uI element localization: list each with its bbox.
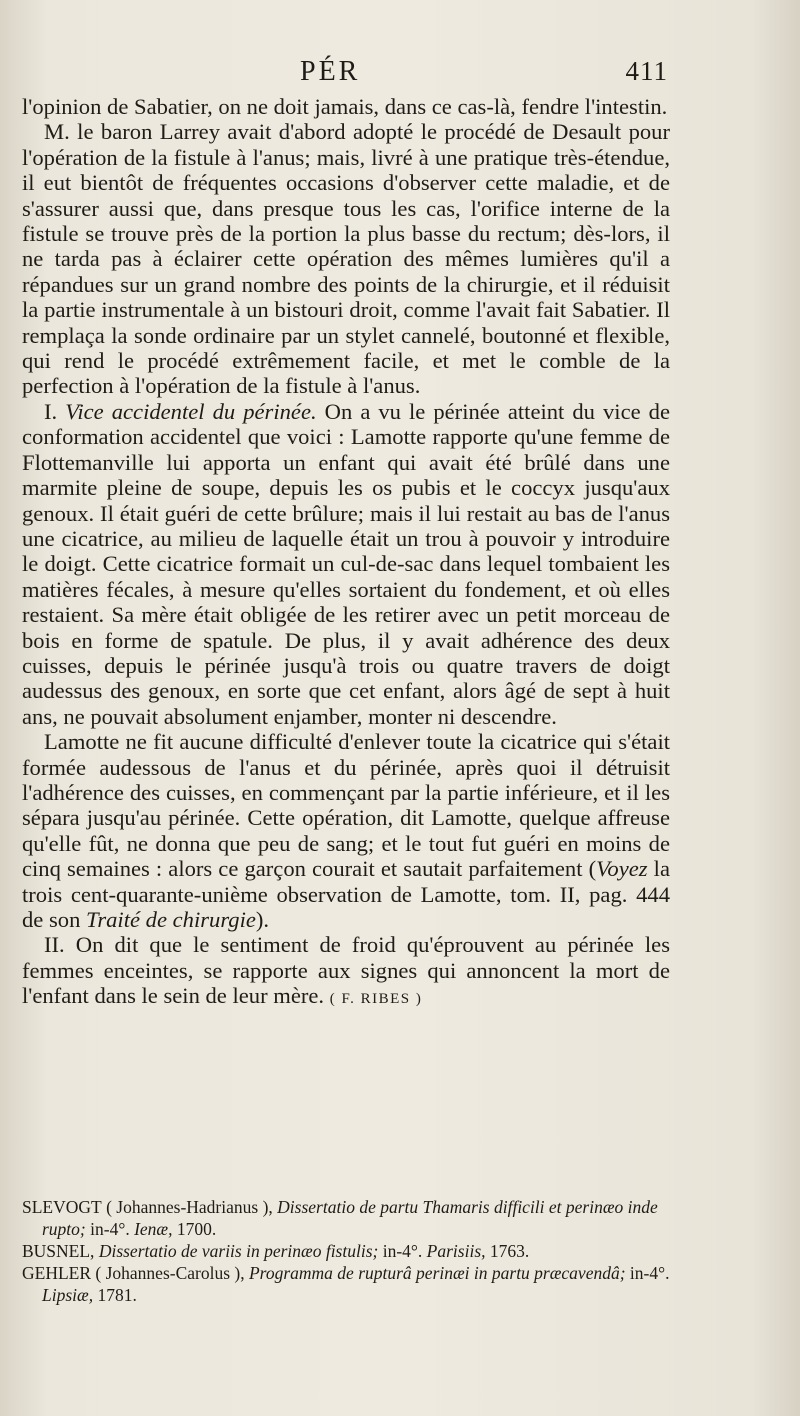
reference-details: in-4°. [382, 1241, 423, 1261]
reference-item [22, 1240, 682, 1262]
body-text [22, 94, 670, 1013]
reference-details: in-4°. [90, 1219, 130, 1239]
paragraph-text: On dit que le sentiment de froid qu'éprouvent au périnée les femmes enceintes, se rapporte aux signes qui annoncent la mort de l'enfant dans le sein de leur mère. [22, 932, 670, 1009]
reference-name: ( Johannes-Hadrianus ), [106, 1197, 273, 1217]
section-heading: Vice accidentel du périnée. [65, 398, 317, 424]
book-title: Traité de chirurgie [86, 907, 256, 932]
reference-author: SLEVOGT [22, 1197, 102, 1217]
reference-place: Parisiis, [426, 1241, 486, 1261]
reference-title: Dissertatio de variis in perinæo fistulis; [98, 1241, 379, 1261]
reference-item [22, 1262, 682, 1306]
paragraph-text: Lamotte ne fit aucune difficulté d'enlever toute la cicatrice qui s'était formée audessous de l'anus et du périnée, après quoi il détruisit l'adhérence des cuisses, en commençant par la partie inférieure, et il les sépara jusqu'au périnée. Cette opération, dit Lamotte, quelque affreuse qu'elle fût, ne donna que peu de sang; et le tout fut guéri en moins de cinq semaines : alors ce garçon courait et sautait parfaitement ( [22, 729, 670, 882]
reference-author: GEHLER [22, 1263, 92, 1283]
paragraph-lamotte [22, 729, 670, 932]
reference-title: Programma de rupturâ perinæi in partu præcavendâ; [248, 1263, 626, 1283]
bibliography [22, 1196, 682, 1306]
section-numeral: I. [44, 398, 58, 424]
paragraph-text: la trois cent-quarante-unième observation de Lamotte, tom. II, pag. 444 de son [22, 856, 670, 932]
paragraph-text: On a vu le périnée atteint du vice de conformation accidentel que voici : Lamotte rapporte qu'une femme de Flottemanville lui apporta un enfant qui avait été brûlé dans une marmite pleine de soupe, depuis les os pubis et le coccyx jusqu'aux genoux. Il était guéri de cette brûlure; mais il lui restait au bas de l'anus une cicatrice, au milieu de laquelle était un trou à pouvoir y introduire le doigt. Cette cicatrice formait un cul-de-sac dans lequel tombaient les matières fécales, à mesure qu'elles sortaient du fondement, et où elles restaient. Sa mère était obligée de les retirer avec un petit morceau de bois en forme de spatule. De plus, il y avait adhérence des deux cuisses, depuis le périnée jusqu'à trois ou quatre travers de doigt audessus des genoux, en sorte que cet enfant, alors âgé de sept à huit ans, ne pouvait absolument enjamber, monter ni descendre. [22, 398, 670, 729]
section-numeral: II. [44, 932, 65, 958]
reference-item [22, 1196, 682, 1240]
author-signature: ( F. RIBES ) [329, 991, 423, 1008]
paragraph-text: ). [255, 907, 270, 932]
reference-place: Ienæ, [134, 1219, 173, 1239]
running-title: PÉR [300, 56, 361, 87]
paragraph-larrey: M. le baron Larrey avait d'abord adopté le procédé de Desault pour l'opération de la fistule à l'anus; mais, livré à une pratique très-étendue, il eut bientôt de fréquentes occasions d'observer cette maladie, et de s'assurer aussi que, dans presque tous les cas, l'orifice interne de la fistule se trouve près de la portion la plus basse du rectum; dès-lors, il ne tarda pas à éclairer cette opération des mêmes lumières qu'il a répandues sur un grand nombre des points de la chirurgie, et il réduisit la partie instrumentale à un bistouri droit, comme l'avait fait Sabatier. Il remplaça la sonde ordinaire par un stylet cannelé, boutonné et flexible, qui rend le procédé extrêmement facile, et met le comble de la perfection à l'opération de la fistule à l'anus. [22, 119, 670, 399]
reference-author: BUSNEL, [22, 1241, 95, 1261]
page-header [0, 56, 800, 96]
voyez-word: Voyez [596, 856, 648, 882]
paragraph-vice-accidentel [22, 399, 670, 729]
paragraph-froid [22, 932, 670, 1012]
reference-year: 1700. [176, 1219, 217, 1239]
page-number: 411 [625, 56, 668, 86]
reference-title: Dissertatio de partu Thamaris difficili et perinæo inde rupto; [42, 1197, 658, 1239]
reference-details: in-4°. [629, 1263, 670, 1283]
reference-year: 1781. [97, 1285, 137, 1305]
reference-place: Lipsiæ, [42, 1285, 94, 1305]
paragraph-continuation: l'opinion de Sabatier, on ne doit jamais, dans ce cas-là, fendre l'intestin. [22, 94, 668, 119]
reference-year: 1763. [489, 1241, 530, 1261]
reference-name: ( Johannes-Carolus ), [95, 1263, 245, 1283]
